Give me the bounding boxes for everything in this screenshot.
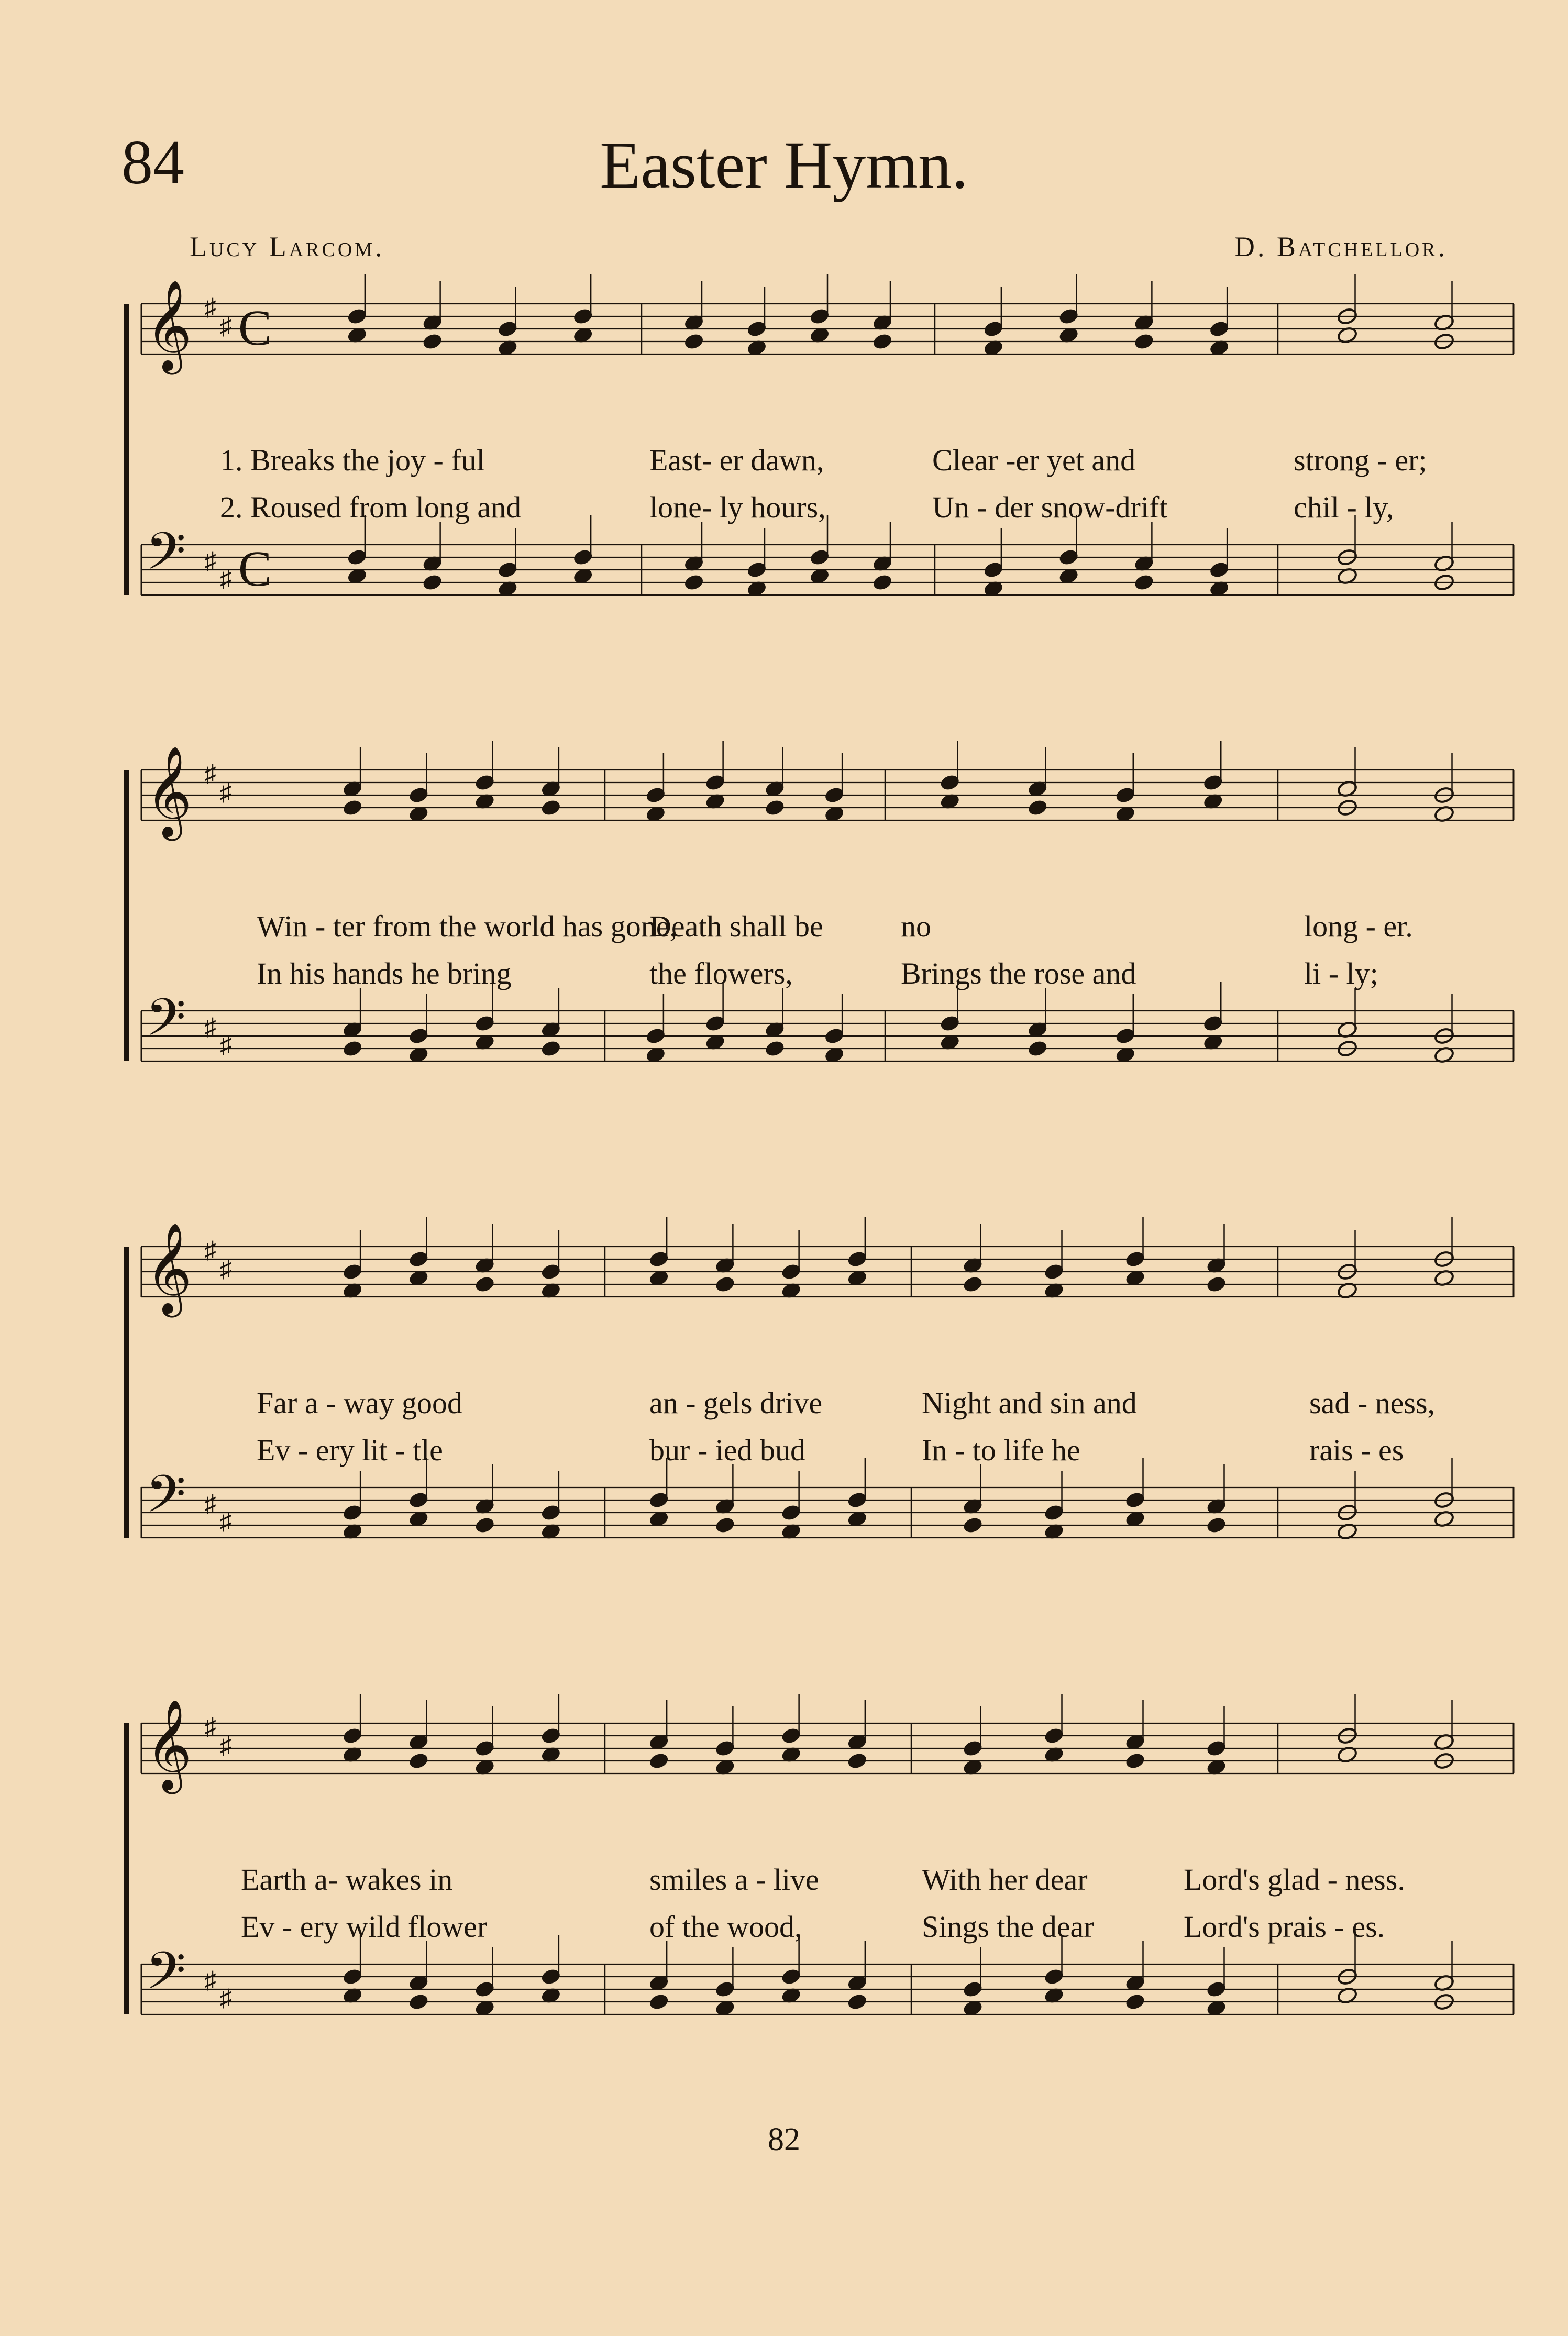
lyric-phrase: Clear -er yet and xyxy=(932,443,1136,477)
note-head xyxy=(648,1993,670,2011)
hymn-number: 84 xyxy=(122,127,184,197)
note-head xyxy=(1124,1752,1146,1770)
lyric-phrase: Night and sin and xyxy=(922,1386,1137,1420)
lyric-phrase: Far a - way good xyxy=(257,1386,463,1420)
sharp-icon: ♯ xyxy=(204,1967,216,1993)
sharp-icon: ♯ xyxy=(204,1237,216,1263)
lyric-phrase: Un - der snow-drift xyxy=(932,490,1168,524)
note-head xyxy=(847,1993,868,2011)
common-time-icon: C xyxy=(238,541,272,597)
lyric-phrase: Lord's glad - ness. xyxy=(1184,1863,1405,1897)
lyric-phrase: 2. Roused from long and xyxy=(220,490,522,524)
sharp-icon: ♯ xyxy=(220,565,232,592)
note-head xyxy=(1124,1993,1146,2011)
lyric-phrase: Win - ter from the world has gone, xyxy=(257,909,677,943)
bass-clef-icon: 𝄢 xyxy=(146,1941,186,2014)
page-number: 82 xyxy=(768,2122,800,2157)
note-head xyxy=(408,1752,429,1770)
note-head xyxy=(872,574,893,592)
sharp-icon: ♯ xyxy=(220,1031,232,1058)
note-head xyxy=(422,333,443,351)
lyric-phrase: an - gels drive xyxy=(649,1386,823,1420)
sharp-icon: ♯ xyxy=(220,1508,232,1535)
lyric-phrase: strong - er; xyxy=(1294,443,1427,477)
sharp-icon: ♯ xyxy=(204,760,216,787)
lyric-phrase: Ev - ery lit - tle xyxy=(257,1433,443,1467)
note-head xyxy=(847,1752,868,1770)
note-head xyxy=(714,1516,736,1535)
lyric-phrase: of the wood, xyxy=(649,1910,802,1944)
lyric-line-verse2 xyxy=(0,490,1568,532)
bass-clef-icon: 𝄢 xyxy=(146,522,186,594)
lyric-phrase: Lord's prais - es. xyxy=(1184,1910,1385,1944)
note-head xyxy=(962,1516,984,1535)
lyric-phrase: bur - ied bud xyxy=(649,1433,805,1467)
lyric-phrase: Sings the dear xyxy=(922,1910,1094,1944)
note-head xyxy=(648,1752,670,1770)
note-head xyxy=(962,1275,984,1294)
lyric-phrase: lone- ly hours, xyxy=(649,490,826,524)
lyric-phrase: no xyxy=(901,909,931,943)
lyric-phrase: the flowers, xyxy=(649,956,793,990)
lyric-phrase: sad - ness, xyxy=(1309,1386,1436,1420)
lyric-line-verse2 xyxy=(0,1433,1568,1474)
sharp-icon: ♯ xyxy=(220,313,232,339)
hymn-title: Easter Hymn. xyxy=(600,128,968,202)
lyric-line-verse1 xyxy=(0,1862,1568,1904)
bass-clef-icon: 𝄢 xyxy=(146,1464,186,1537)
sharp-icon: ♯ xyxy=(220,1985,232,2011)
sharp-icon: ♯ xyxy=(204,294,216,321)
treble-clef-icon: 𝄞 xyxy=(146,280,192,371)
lyric-phrase: smiles a - live xyxy=(649,1863,819,1897)
note-head xyxy=(474,1516,495,1535)
lyric-phrase: Death shall be xyxy=(649,909,823,943)
lyric-phrase: East- er dawn, xyxy=(649,443,824,477)
note-head xyxy=(422,574,443,592)
note-head xyxy=(714,1275,736,1294)
sharp-icon: ♯ xyxy=(220,1732,232,1759)
note-head xyxy=(1206,1516,1227,1535)
note-head xyxy=(474,1275,495,1294)
lyric-phrase: rais - es xyxy=(1309,1433,1404,1467)
note-head xyxy=(1027,799,1048,817)
lyric-phrase: In - to life he xyxy=(922,1433,1080,1467)
lyric-phrase: long - er. xyxy=(1304,909,1413,943)
lyric-phrase: Brings the rose and xyxy=(901,956,1136,990)
lyric-phrase: chil - ly, xyxy=(1294,490,1394,524)
lyric-phrase: 1. Breaks the joy - ful xyxy=(220,443,485,477)
lyric-line-verse1 xyxy=(0,1385,1568,1427)
author-credit: Lucy Larcom. xyxy=(190,231,385,262)
lyric-phrase: Earth a- wakes in xyxy=(241,1863,453,1897)
note-head xyxy=(683,574,705,592)
treble-clef-icon: 𝄞 xyxy=(146,746,192,837)
note-head xyxy=(342,799,363,817)
lyric-phrase: Ev - ery wild flower xyxy=(241,1910,488,1944)
treble-clef-icon: 𝄞 xyxy=(146,1699,192,1790)
note-head xyxy=(408,1993,429,2011)
sharp-icon: ♯ xyxy=(204,547,216,574)
common-time-icon: C xyxy=(238,300,272,356)
bass-clef-icon: 𝄢 xyxy=(146,988,186,1061)
note-head xyxy=(683,333,705,351)
lyric-line-verse1 xyxy=(0,909,1568,951)
lyric-line-verse1 xyxy=(0,443,1568,484)
lyric-line-verse2 xyxy=(0,956,1568,998)
treble-clef-icon: 𝄞 xyxy=(146,1222,192,1314)
lyric-phrase: In his hands he bring xyxy=(257,956,512,990)
sharp-icon: ♯ xyxy=(220,779,232,806)
note-head xyxy=(1133,574,1155,592)
note-head xyxy=(764,1040,786,1058)
lyric-line-verse2 xyxy=(0,1909,1568,1951)
note-head xyxy=(872,333,893,351)
sharp-icon: ♯ xyxy=(204,1713,216,1740)
note-head xyxy=(1027,1040,1048,1058)
note-head xyxy=(342,1040,363,1058)
lyric-phrase: With her dear xyxy=(922,1863,1088,1897)
sharp-icon: ♯ xyxy=(220,1255,232,1282)
note-head xyxy=(1206,1275,1227,1294)
note-head xyxy=(764,799,786,817)
note-head xyxy=(1133,333,1155,351)
note-head xyxy=(540,799,562,817)
lyric-phrase: li - ly; xyxy=(1304,956,1378,990)
note-head xyxy=(540,1040,562,1058)
sharp-icon: ♯ xyxy=(204,1013,216,1040)
sharp-icon: ♯ xyxy=(204,1490,216,1517)
composer-credit: D. Batchellor. xyxy=(1234,231,1448,262)
